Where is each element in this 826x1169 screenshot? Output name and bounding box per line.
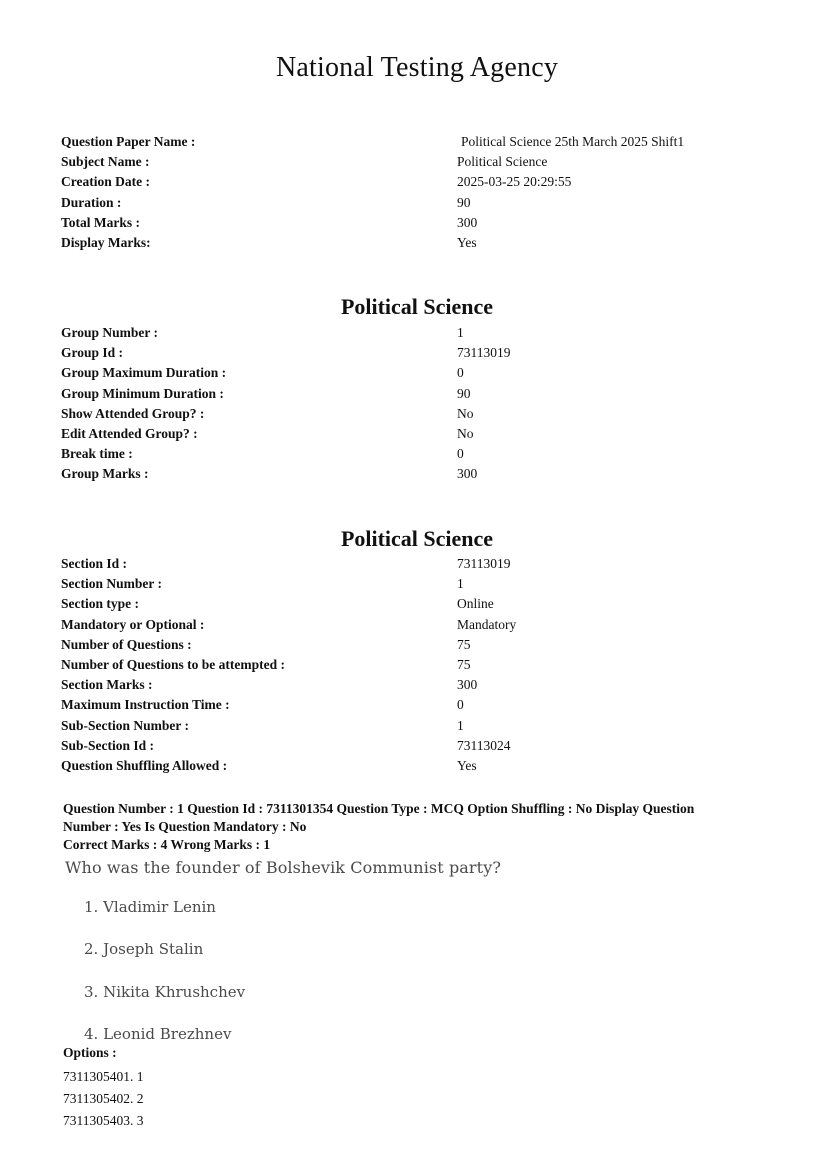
answer-choice: 3. Nikita Khrushchev <box>84 983 246 1001</box>
field-label: Group Id : <box>61 345 124 361</box>
paper-info-row <box>61 233 781 253</box>
field-value: 90 <box>457 194 471 210</box>
section-info-row <box>61 756 781 776</box>
question-marks: Correct Marks : 4 Wrong Marks : 1 <box>63 837 271 852</box>
field-label: Sub-Section Number : <box>61 717 190 733</box>
answer-choice: 4. Leonid Brezhnev <box>84 1025 232 1043</box>
group-heading: Political Science <box>340 294 494 319</box>
field-label: Duration : <box>61 194 122 210</box>
field-label: Group Marks : <box>61 466 149 482</box>
question-image <box>64 855 504 1045</box>
section-heading: Political Science <box>340 526 494 551</box>
field-label: Group Minimum Duration : <box>61 385 224 401</box>
option-id: 7311305401. 1 <box>63 1069 144 1084</box>
section-info-row <box>61 554 781 574</box>
field-label: Question Paper Name : <box>61 134 196 149</box>
field-value: 75 <box>457 636 471 652</box>
question-header <box>63 800 763 835</box>
field-label: Sub-Section Id : <box>61 737 155 753</box>
field-label: Group Maximum Duration : <box>61 365 227 381</box>
field-value: 73113019 <box>457 345 511 361</box>
page-title: National Testing Agency <box>275 52 559 83</box>
field-label: Maximum Instruction Time : <box>61 697 230 713</box>
field-value: Yes <box>457 234 477 250</box>
field-label: Break time : <box>61 446 133 462</box>
question-text: Who was the founder of Bolshevik Communist party? <box>65 858 502 877</box>
field-label: Section type : <box>61 596 139 612</box>
paper-info-row <box>61 193 781 213</box>
options-label: Options : <box>63 1045 117 1060</box>
section-info-table <box>61 554 781 776</box>
field-value: No <box>457 405 474 421</box>
field-label: Subject Name : <box>61 154 150 170</box>
field-value: Yes <box>457 757 477 773</box>
option-id: 7311305403. 3 <box>63 1113 144 1128</box>
answer-choice: 2. Joseph Stalin <box>84 940 204 958</box>
group-info-row <box>61 384 781 404</box>
field-value: 300 <box>457 466 478 482</box>
section-info-row <box>61 695 781 715</box>
field-label: Number of Questions : <box>61 636 192 652</box>
question-header-line: Number : Yes Is Question Mandatory : No <box>63 818 307 834</box>
question-header-line: Question Number : 1 Question Id : 7311301354 Question Type : MCQ Option Shuffling : No Display Question <box>63 801 695 816</box>
field-value: Political Science <box>457 154 548 170</box>
field-value: 75 <box>457 656 471 672</box>
option-id-list <box>63 1066 144 1132</box>
section-info-row <box>61 615 781 635</box>
field-value: 0 <box>457 365 464 381</box>
group-info-row <box>61 343 781 363</box>
field-value: 1 <box>457 717 464 733</box>
section-info-row <box>61 736 781 756</box>
field-label: Section Number : <box>61 576 162 592</box>
section-info-row <box>61 635 781 655</box>
field-value: Political Science 25th March 2025 Shift1 <box>461 134 685 149</box>
section-info-row <box>61 675 781 695</box>
field-label: Show Attended Group? : <box>61 405 205 421</box>
field-value: 2025-03-25 20:29:55 <box>457 174 572 190</box>
field-value: 1 <box>457 576 464 592</box>
group-info-row <box>61 464 781 484</box>
field-value: 73113024 <box>457 737 511 753</box>
paper-info-row <box>61 132 781 152</box>
field-label: Edit Attended Group? : <box>61 425 198 441</box>
paper-info-row <box>61 172 781 192</box>
field-label: Question Shuffling Allowed : <box>61 757 228 773</box>
paper-info-row <box>61 152 781 172</box>
field-value: Mandatory <box>457 616 517 632</box>
section-info-row <box>61 716 781 736</box>
field-label: Group Number : <box>61 325 159 340</box>
group-info-row <box>61 363 781 383</box>
option-id: 7311305402. 2 <box>63 1091 144 1106</box>
field-value: 300 <box>457 677 478 693</box>
section-info-row <box>61 655 781 675</box>
field-value: 73113019 <box>457 556 511 571</box>
group-info-row <box>61 404 781 424</box>
field-value: No <box>457 425 474 441</box>
field-label: Section Marks : <box>61 677 153 693</box>
field-label: Section Id : <box>61 556 128 571</box>
field-label: Display Marks: <box>61 234 151 250</box>
field-label: Creation Date : <box>61 174 150 190</box>
field-value: 1 <box>457 325 464 340</box>
field-value: 90 <box>457 385 471 401</box>
answer-choice: 1. Vladimir Lenin <box>84 898 216 916</box>
group-info-row <box>61 444 781 464</box>
paper-info-row <box>61 213 781 233</box>
field-label: Mandatory or Optional : <box>61 616 205 632</box>
field-value: 0 <box>457 446 464 462</box>
group-info-row <box>61 424 781 444</box>
field-value: 300 <box>457 214 478 230</box>
paper-info-table <box>61 132 781 253</box>
section-info-row <box>61 594 781 614</box>
section-info-row <box>61 574 781 594</box>
group-info-table <box>61 323 781 485</box>
group-info-row <box>61 323 781 343</box>
field-value: 0 <box>457 697 464 713</box>
field-label: Total Marks : <box>61 214 141 230</box>
field-value: Online <box>457 596 494 612</box>
field-label: Number of Questions to be attempted : <box>61 656 285 672</box>
